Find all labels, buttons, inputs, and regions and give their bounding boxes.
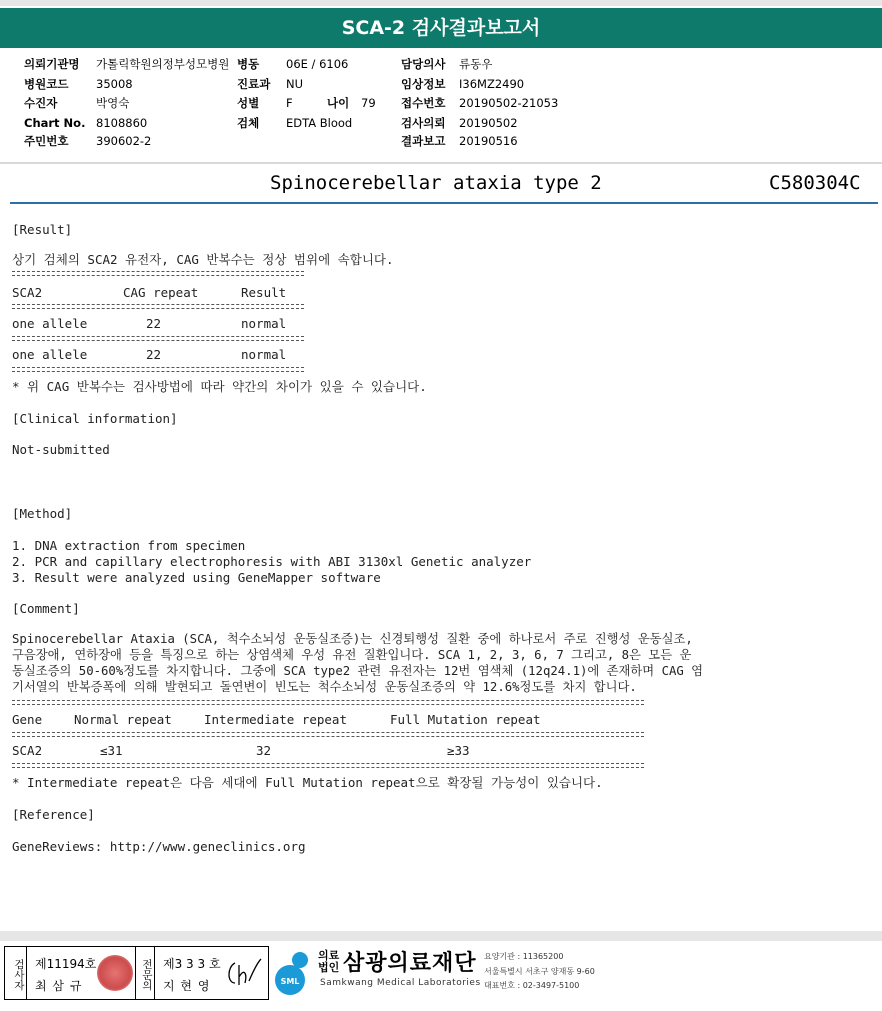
- info-label: 결과보고: [401, 134, 446, 148]
- corp-prefix: 의료법인: [318, 949, 340, 974]
- info-divider: [0, 162, 882, 164]
- info-value: 박영숙: [96, 96, 130, 110]
- info-value: 390602-2: [96, 134, 152, 148]
- result-row-result: normal: [241, 316, 287, 331]
- comment-table-top-rule: [12, 700, 644, 705]
- corp-name: 삼광의료재단: [343, 951, 477, 976]
- info-label: 접수번호: [401, 96, 446, 110]
- info-row: [237, 77, 270, 92]
- comment-note: * Intermediate repeat은 다음 세대에 Full Mutation repeat으로 확장될 가능성이 있습니다.: [12, 775, 603, 790]
- footer-gray-bar: [0, 931, 882, 941]
- info-row: [24, 96, 57, 111]
- test-rule: [10, 202, 878, 204]
- info-label: 성별: [237, 96, 260, 110]
- result-table-bottom-rule: [12, 367, 304, 372]
- clinical-heading: [Clinical information]: [12, 411, 178, 426]
- info-row: [24, 77, 68, 92]
- info-value: I36MZ2490: [459, 77, 525, 91]
- comment-row-full: ≥33: [447, 743, 470, 758]
- info-label: 병동: [237, 57, 260, 71]
- result-row-rule: [12, 336, 304, 341]
- result-row-allele: one allele: [12, 316, 88, 331]
- comment-line: 동실조증의 50-60%정도를 차지합니다. 그중에 SCA type2 관련 유전자는 12번 염색체 (12q24.1)에 존재하며 CAG 염: [12, 664, 704, 678]
- comment-line: Spinocerebellar Ataxia (SCA, 척수소뇌성 운동실조증)는 신경퇴행성 질환 중에 하나로서 주로 진행성 운동실조,: [12, 632, 693, 646]
- info-row: [401, 57, 445, 72]
- sig2-name: 지 현 영: [163, 979, 211, 993]
- method-heading: [Method]: [12, 506, 73, 521]
- info-value: NU: [286, 77, 304, 91]
- corp-english-name: Samkwang Medical Laboratories: [320, 978, 481, 988]
- signature-box: [4, 946, 269, 1000]
- info-row: [237, 96, 259, 111]
- info-label: 담당의사: [401, 57, 446, 71]
- info-value: 8108860: [96, 116, 148, 130]
- info-value: 20190516: [459, 134, 518, 148]
- comment-header-full: Full Mutation repeat: [390, 712, 541, 727]
- info-label: 진료과: [237, 77, 271, 91]
- comment-header-gene: Gene: [12, 712, 43, 727]
- sml-logo-text: SML: [280, 977, 300, 986]
- info-row: [327, 96, 349, 111]
- result-header-cag: CAG repeat: [123, 285, 199, 300]
- info-label: 주민번호: [24, 134, 69, 148]
- comment-table-bottom-rule: [12, 763, 644, 768]
- result-row-repeat: 22: [146, 316, 162, 331]
- info-row: [24, 134, 68, 149]
- info-label: 임상정보: [401, 77, 446, 91]
- info-row: [237, 57, 259, 72]
- reference-text: GeneReviews: http://www.geneclinics.org: [12, 839, 306, 854]
- comment-row-intermediate: 32: [256, 743, 272, 758]
- handwritten-signature-icon: [225, 957, 263, 989]
- info-row: [401, 134, 445, 149]
- info-label: 병원코드: [24, 77, 69, 91]
- corp-institution-code: 요양기관 : 11365200: [484, 952, 564, 961]
- sml-logo-icon: [272, 948, 316, 996]
- info-value: 35008: [96, 77, 133, 91]
- info-label: 검사의뢰: [401, 116, 446, 130]
- info-label: Chart No.: [24, 116, 86, 130]
- comment-header-intermediate: Intermediate repeat: [204, 712, 347, 727]
- method-item: 1. DNA extraction from specimen: [12, 538, 246, 553]
- result-row-result: normal: [241, 347, 287, 362]
- corp-phone: 대표번호 : 02-3497-5100: [484, 981, 580, 990]
- comment-row-normal: ≤31: [100, 743, 123, 758]
- method-item: 2. PCR and capillary electrophoresis with ABI 3130xl Genetic analyzer: [12, 554, 532, 569]
- reference-heading: [Reference]: [12, 807, 95, 822]
- info-value: 20190502: [459, 116, 518, 130]
- result-summary: 상기 검체의 SCA2 유전자, CAG 반복수는 정상 범위에 속합니다.: [12, 252, 394, 267]
- comment-line: 기서열의 반복증폭에 의해 발현되고 돌연변이 빈도는 척수소뇌성 운동실조증의 약 12.6%정도를 차지 합니다.: [12, 680, 637, 694]
- top-gray-bar: [0, 0, 882, 6]
- info-value: 류동우: [459, 57, 493, 71]
- result-header-result: Result: [241, 285, 287, 300]
- info-row: [401, 77, 445, 92]
- sig1-license-no: 제11194호: [35, 957, 97, 971]
- info-label: 나이: [327, 96, 350, 110]
- info-row: [24, 116, 85, 131]
- comment-line: 구음장애, 연하장애 등을 특징으로 하는 상염색체 우성 유전 질환입니다. SCA 1, 2, 3, 6, 7 그리고, 8은 모든 운: [12, 648, 692, 662]
- sig2-license-no: 제3 3 3 호: [163, 957, 221, 971]
- result-header-gene: SCA2: [12, 285, 43, 300]
- result-header-rule: [12, 304, 304, 309]
- info-value: EDTA Blood: [286, 116, 353, 130]
- comment-header-normal: Normal repeat: [74, 712, 172, 727]
- info-row: [401, 96, 445, 111]
- info-value: 가톨릭학원의정부성모병원: [96, 57, 230, 71]
- method-item: 3. Result were analyzed using GeneMapper software: [12, 570, 381, 585]
- comment-header-rule: [12, 732, 644, 737]
- result-table-top-rule: [12, 271, 304, 276]
- comment-heading: [Comment]: [12, 601, 80, 616]
- result-row-allele: one allele: [12, 347, 88, 362]
- info-row: [237, 116, 259, 131]
- sig2-role: 전문의: [135, 947, 155, 999]
- test-code: C580304C: [769, 172, 861, 194]
- info-value: F: [286, 96, 293, 110]
- info-label: 검체: [237, 116, 260, 130]
- report-title: SCA-2 검사결과보고서: [0, 8, 882, 48]
- clinical-text: Not-submitted: [12, 442, 110, 457]
- test-name: Spinocerebellar ataxia type 2: [270, 172, 602, 194]
- info-label: 의뢰기관명: [24, 57, 80, 71]
- sig1-name: 최 삼 규: [35, 979, 83, 993]
- comment-row-gene: SCA2: [12, 743, 43, 758]
- info-row: [401, 116, 445, 131]
- corp-address: 서울특별시 서초구 양재동 9-60: [484, 967, 595, 976]
- info-value: 06E / 6106: [286, 57, 349, 71]
- result-row-repeat: 22: [146, 347, 162, 362]
- info-value: 20190502-21053: [459, 96, 559, 110]
- info-label: 수진자: [24, 96, 58, 110]
- result-note: * 위 CAG 반복수는 검사방법에 따라 약간의 차이가 있을 수 있습니다.: [12, 379, 427, 394]
- info-row: [24, 57, 80, 72]
- info-value: 79: [361, 96, 376, 110]
- result-heading: [Result]: [12, 222, 73, 237]
- sig1-role: 검사자: [5, 947, 27, 999]
- seal-stamp-icon: [97, 955, 133, 991]
